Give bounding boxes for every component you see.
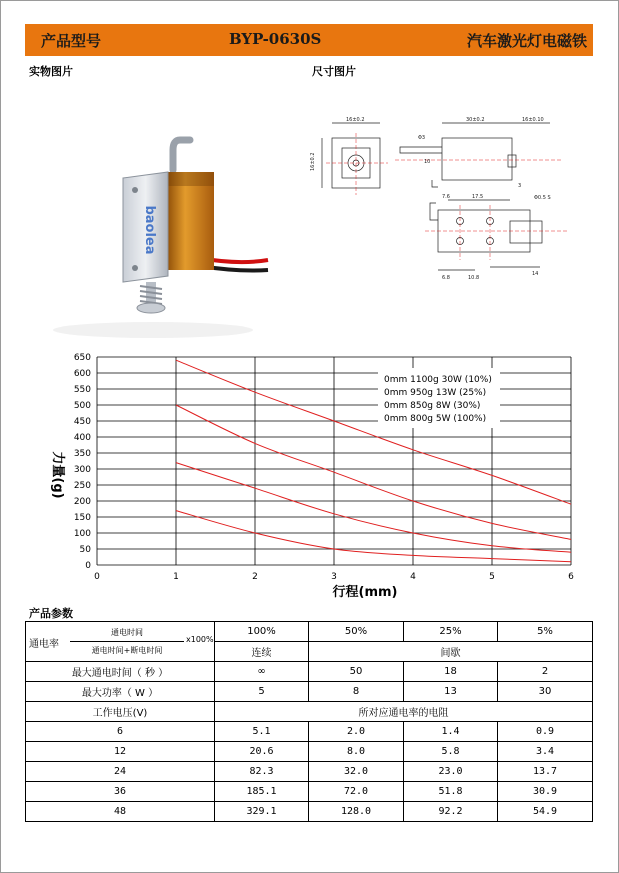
- table-row: [26, 722, 593, 742]
- y-tick-label: 400: [73, 433, 91, 443]
- series-line: [176, 405, 571, 539]
- resistance-cell: 5.1: [215, 722, 309, 742]
- force-stroke-chart: [40, 345, 600, 610]
- series-line: [176, 360, 571, 504]
- max-time-value: 2: [498, 662, 593, 682]
- table-row: [26, 802, 593, 822]
- resistance-cell: 23.0: [404, 762, 498, 782]
- dimension-drawings: [300, 95, 590, 345]
- mode-intermittent: 间歇: [309, 642, 593, 662]
- y-tick-label: 650: [73, 353, 91, 363]
- resistance-cell: 54.9: [498, 802, 593, 822]
- legend-entry: 0mm 1100g 30W (10%): [384, 375, 492, 385]
- table-row: [26, 762, 593, 782]
- max-power-value: 13: [404, 682, 498, 702]
- y-axis-label: 力量(g): [50, 451, 65, 499]
- resistance-cell: 51.8: [404, 782, 498, 802]
- parameter-table: [25, 621, 593, 822]
- resistance-cell: 185.1: [215, 782, 309, 802]
- duty-denominator: 通电时间+断电时间: [91, 645, 163, 655]
- resistance-cell: 20.6: [215, 742, 309, 762]
- dim-76-text: 7.6: [442, 194, 450, 200]
- y-tick-label: 500: [73, 401, 91, 411]
- y-tick-label: 250: [73, 481, 91, 491]
- legend-entry: 0mm 950g 13W (25%): [384, 388, 487, 398]
- voltage-cell: 24: [26, 762, 215, 782]
- resistance-cell: 30.9: [498, 782, 593, 802]
- voltage-cell: 12: [26, 742, 215, 762]
- chart-legend: [378, 368, 500, 428]
- max-time-value: 18: [404, 662, 498, 682]
- y-tick-label: 200: [73, 497, 91, 507]
- dim-175-text: 17.5: [472, 194, 484, 200]
- resistance-cell: 5.8: [404, 742, 498, 762]
- dim-68-text: 6.8: [442, 275, 450, 281]
- max-power-label: 最大功率（ W ）: [26, 682, 215, 702]
- series-line: [176, 463, 571, 553]
- max-time-label: 最大通电时间（ 秒 ）: [26, 662, 215, 682]
- max-power-value: 30: [498, 682, 593, 702]
- x-tick-label: 0: [94, 572, 100, 582]
- resistance-header: 所对应通电率的电阻: [215, 702, 593, 722]
- resistance-cell: 92.2: [404, 802, 498, 822]
- product-header-bar: [25, 24, 593, 56]
- resistance-cell: 72.0: [309, 782, 404, 802]
- photo-section-label: 实物图片: [29, 65, 73, 78]
- y-tick-label: 50: [79, 545, 91, 555]
- x-tick-label: 2: [252, 572, 258, 582]
- dim-offset-text: 10: [424, 159, 431, 165]
- table-row: [26, 782, 593, 802]
- resistance-cell: 82.3: [215, 762, 309, 782]
- resistance-cell: 0.9: [498, 722, 593, 742]
- dim-108-text: 10.8: [468, 275, 480, 281]
- max-power-value: 8: [309, 682, 404, 702]
- dim-14-text: 14: [532, 271, 539, 277]
- voltage-cell: 6: [26, 722, 215, 742]
- x-tick-label: 5: [489, 572, 495, 582]
- y-tick-label: 350: [73, 449, 91, 459]
- dim-diameter-text: Φ3: [418, 135, 426, 141]
- duty-value: 25%: [404, 622, 498, 642]
- legend-entry: 0mm 800g 5W (100%): [384, 414, 487, 424]
- dim-width-text: 16±0.2: [346, 117, 365, 123]
- duty-ratio-cell: [26, 622, 215, 662]
- x-tick-label: 3: [331, 572, 337, 582]
- resistance-cell: 8.0: [309, 742, 404, 762]
- drawing-note-text: Φ0.5 S: [534, 195, 551, 201]
- mode-continuous: 连续: [215, 642, 309, 662]
- resistance-cell: 3.4: [498, 742, 593, 762]
- resistance-cell: 128.0: [309, 802, 404, 822]
- duty-ratio-label: 通电率: [29, 638, 59, 650]
- x-axis-label: 行程(mm): [332, 585, 398, 600]
- max-time-value: 50: [309, 662, 404, 682]
- dim-length-text: 30±0.2: [466, 117, 485, 123]
- duty-value: 5%: [498, 622, 593, 642]
- series-lines: [176, 360, 571, 562]
- resistance-cell: 329.1: [215, 802, 309, 822]
- resistance-cell: 1.4: [404, 722, 498, 742]
- x-tick-labels: [94, 572, 574, 582]
- y-tick-label: 100: [73, 529, 91, 539]
- dimension-section-label: 尺寸图片: [312, 65, 356, 78]
- voltage-header: 工作电压(V): [26, 702, 215, 722]
- max-time-value: ∞: [215, 662, 309, 682]
- resistance-cell: 32.0: [309, 762, 404, 782]
- y-tick-label: 0: [85, 561, 91, 571]
- max-power-value: 5: [215, 682, 309, 702]
- y-tick-label: 600: [73, 369, 91, 379]
- x-tick-label: 4: [410, 572, 416, 582]
- model-label: 产品型号: [41, 32, 102, 50]
- voltage-cell: 36: [26, 782, 215, 802]
- x-tick-label: 6: [568, 572, 574, 582]
- legend-entry: 0mm 850g 8W (30%): [384, 401, 481, 411]
- duty-numerator: 通电时间: [111, 627, 143, 637]
- table-row: [26, 742, 593, 762]
- dim-tip-text: 3: [518, 183, 522, 189]
- resistance-cell: 13.7: [498, 762, 593, 782]
- dim-height-text: 16±0.2: [310, 152, 316, 171]
- resistance-cell: 2.0: [309, 722, 404, 742]
- dim-plunger-text: 16±0.10: [522, 117, 544, 123]
- duty-value: 100%: [215, 622, 309, 642]
- y-tick-label: 150: [73, 513, 91, 523]
- y-tick-label: 550: [73, 385, 91, 395]
- voltage-cell: 48: [26, 802, 215, 822]
- duty-multiplier: x100%: [186, 634, 214, 644]
- params-section-label: 产品参数: [29, 607, 73, 620]
- fraction-line: [70, 641, 184, 642]
- duty-value: 50%: [309, 622, 404, 642]
- y-tick-labels: [74, 353, 91, 571]
- series-line: [176, 511, 571, 562]
- brand-logo-text: baolea: [142, 205, 157, 255]
- y-tick-label: 450: [73, 417, 91, 427]
- product-description: 汽车激光灯电磁铁: [466, 32, 587, 50]
- product-photo: [28, 80, 278, 342]
- x-tick-label: 1: [173, 572, 179, 582]
- model-number: BYP-0630S: [229, 30, 322, 48]
- y-tick-label: 300: [73, 465, 91, 475]
